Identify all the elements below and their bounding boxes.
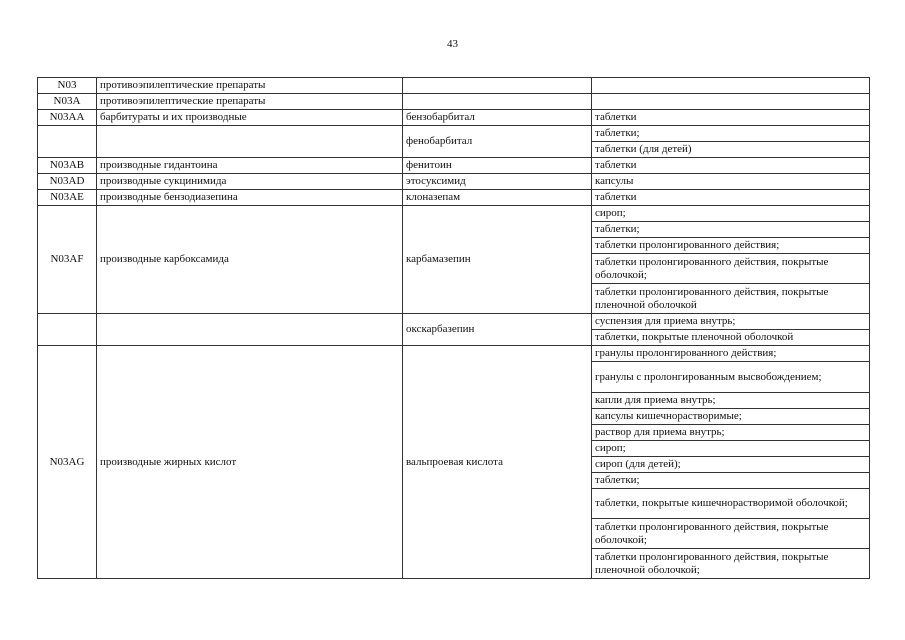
atc-group: производные жирных кислот <box>97 346 403 579</box>
dosage-form: капсулы кишечнорастворимые; <box>592 409 870 425</box>
dosage-form <box>592 94 870 110</box>
dosage-form: гранулы с пролонгированным высвобождением; <box>592 362 870 393</box>
table-row <box>38 190 870 206</box>
atc-group: производные карбоксамида <box>97 206 403 314</box>
drug-table <box>37 77 870 579</box>
dosage-form: таблетки <box>592 110 870 126</box>
dosage-form: капли для приема внутрь; <box>592 393 870 409</box>
atc-code: N03AG <box>38 346 97 579</box>
table-row <box>38 346 870 362</box>
dosage-form: таблетки <box>592 190 870 206</box>
atc-group <box>97 126 403 158</box>
dosage-form <box>592 78 870 94</box>
dosage-form: таблетки, покрытые кишечнорастворимой оболочкой; <box>592 489 870 519</box>
atc-code: N03 <box>38 78 97 94</box>
dosage-form: сироп; <box>592 206 870 222</box>
table-row <box>38 174 870 190</box>
drug-name: фенобарбитал <box>403 126 592 158</box>
drug-name: бензобарбитал <box>403 110 592 126</box>
atc-code: N03AB <box>38 158 97 174</box>
dosage-form: суспензия для приема внутрь; <box>592 314 870 330</box>
dosage-form: сироп; <box>592 441 870 457</box>
drug-name <box>403 78 592 94</box>
table-row <box>38 158 870 174</box>
dosage-form: таблетки, покрытые пленочной оболочкой <box>592 330 870 346</box>
atc-code: N03AF <box>38 206 97 314</box>
dosage-form: раствор для приема внутрь; <box>592 425 870 441</box>
atc-code: N03AD <box>38 174 97 190</box>
dosage-form: таблетки; <box>592 473 870 489</box>
atc-code <box>38 314 97 346</box>
table-row <box>38 314 870 330</box>
table-row <box>38 126 870 142</box>
dosage-form: таблетки пролонгированного действия, покрытые оболочкой; <box>592 254 870 284</box>
drug-name <box>403 94 592 110</box>
drug-name: этосуксимид <box>403 174 592 190</box>
atc-group: противоэпилептические препараты <box>97 78 403 94</box>
atc-code <box>38 126 97 158</box>
dosage-form: таблетки пролонгированного действия, покрытые оболочкой; <box>592 519 870 549</box>
atc-group: производные гидантоина <box>97 158 403 174</box>
dosage-form: таблетки (для детей) <box>592 142 870 158</box>
drug-name: фенитоин <box>403 158 592 174</box>
dosage-form: таблетки пролонгированного действия, покрытые пленочной оболочкой <box>592 284 870 314</box>
dosage-form: капсулы <box>592 174 870 190</box>
table-row <box>38 94 870 110</box>
table-row <box>38 78 870 94</box>
atc-code: N03AA <box>38 110 97 126</box>
atc-group: производные бензодиазепина <box>97 190 403 206</box>
atc-code: N03AE <box>38 190 97 206</box>
drug-name: клоназепам <box>403 190 592 206</box>
atc-group <box>97 314 403 346</box>
dosage-form: таблетки; <box>592 126 870 142</box>
dosage-form: таблетки <box>592 158 870 174</box>
dosage-form: сироп (для детей); <box>592 457 870 473</box>
page-number: 43 <box>447 38 458 50</box>
atc-group: производные сукцинимида <box>97 174 403 190</box>
atc-group: противоэпилептические препараты <box>97 94 403 110</box>
dosage-form: гранулы пролонгированного действия; <box>592 346 870 362</box>
dosage-form: таблетки; <box>592 222 870 238</box>
table-row <box>38 206 870 222</box>
dosage-form: таблетки пролонгированного действия; <box>592 238 870 254</box>
atc-group: барбитураты и их производные <box>97 110 403 126</box>
table-row <box>38 110 870 126</box>
drug-name: вальпроевая кислота <box>403 346 592 579</box>
drug-name: окскарбазепин <box>403 314 592 346</box>
atc-code: N03A <box>38 94 97 110</box>
dosage-form: таблетки пролонгированного действия, покрытые пленочной оболочкой; <box>592 549 870 579</box>
drug-name: карбамазепин <box>403 206 592 314</box>
